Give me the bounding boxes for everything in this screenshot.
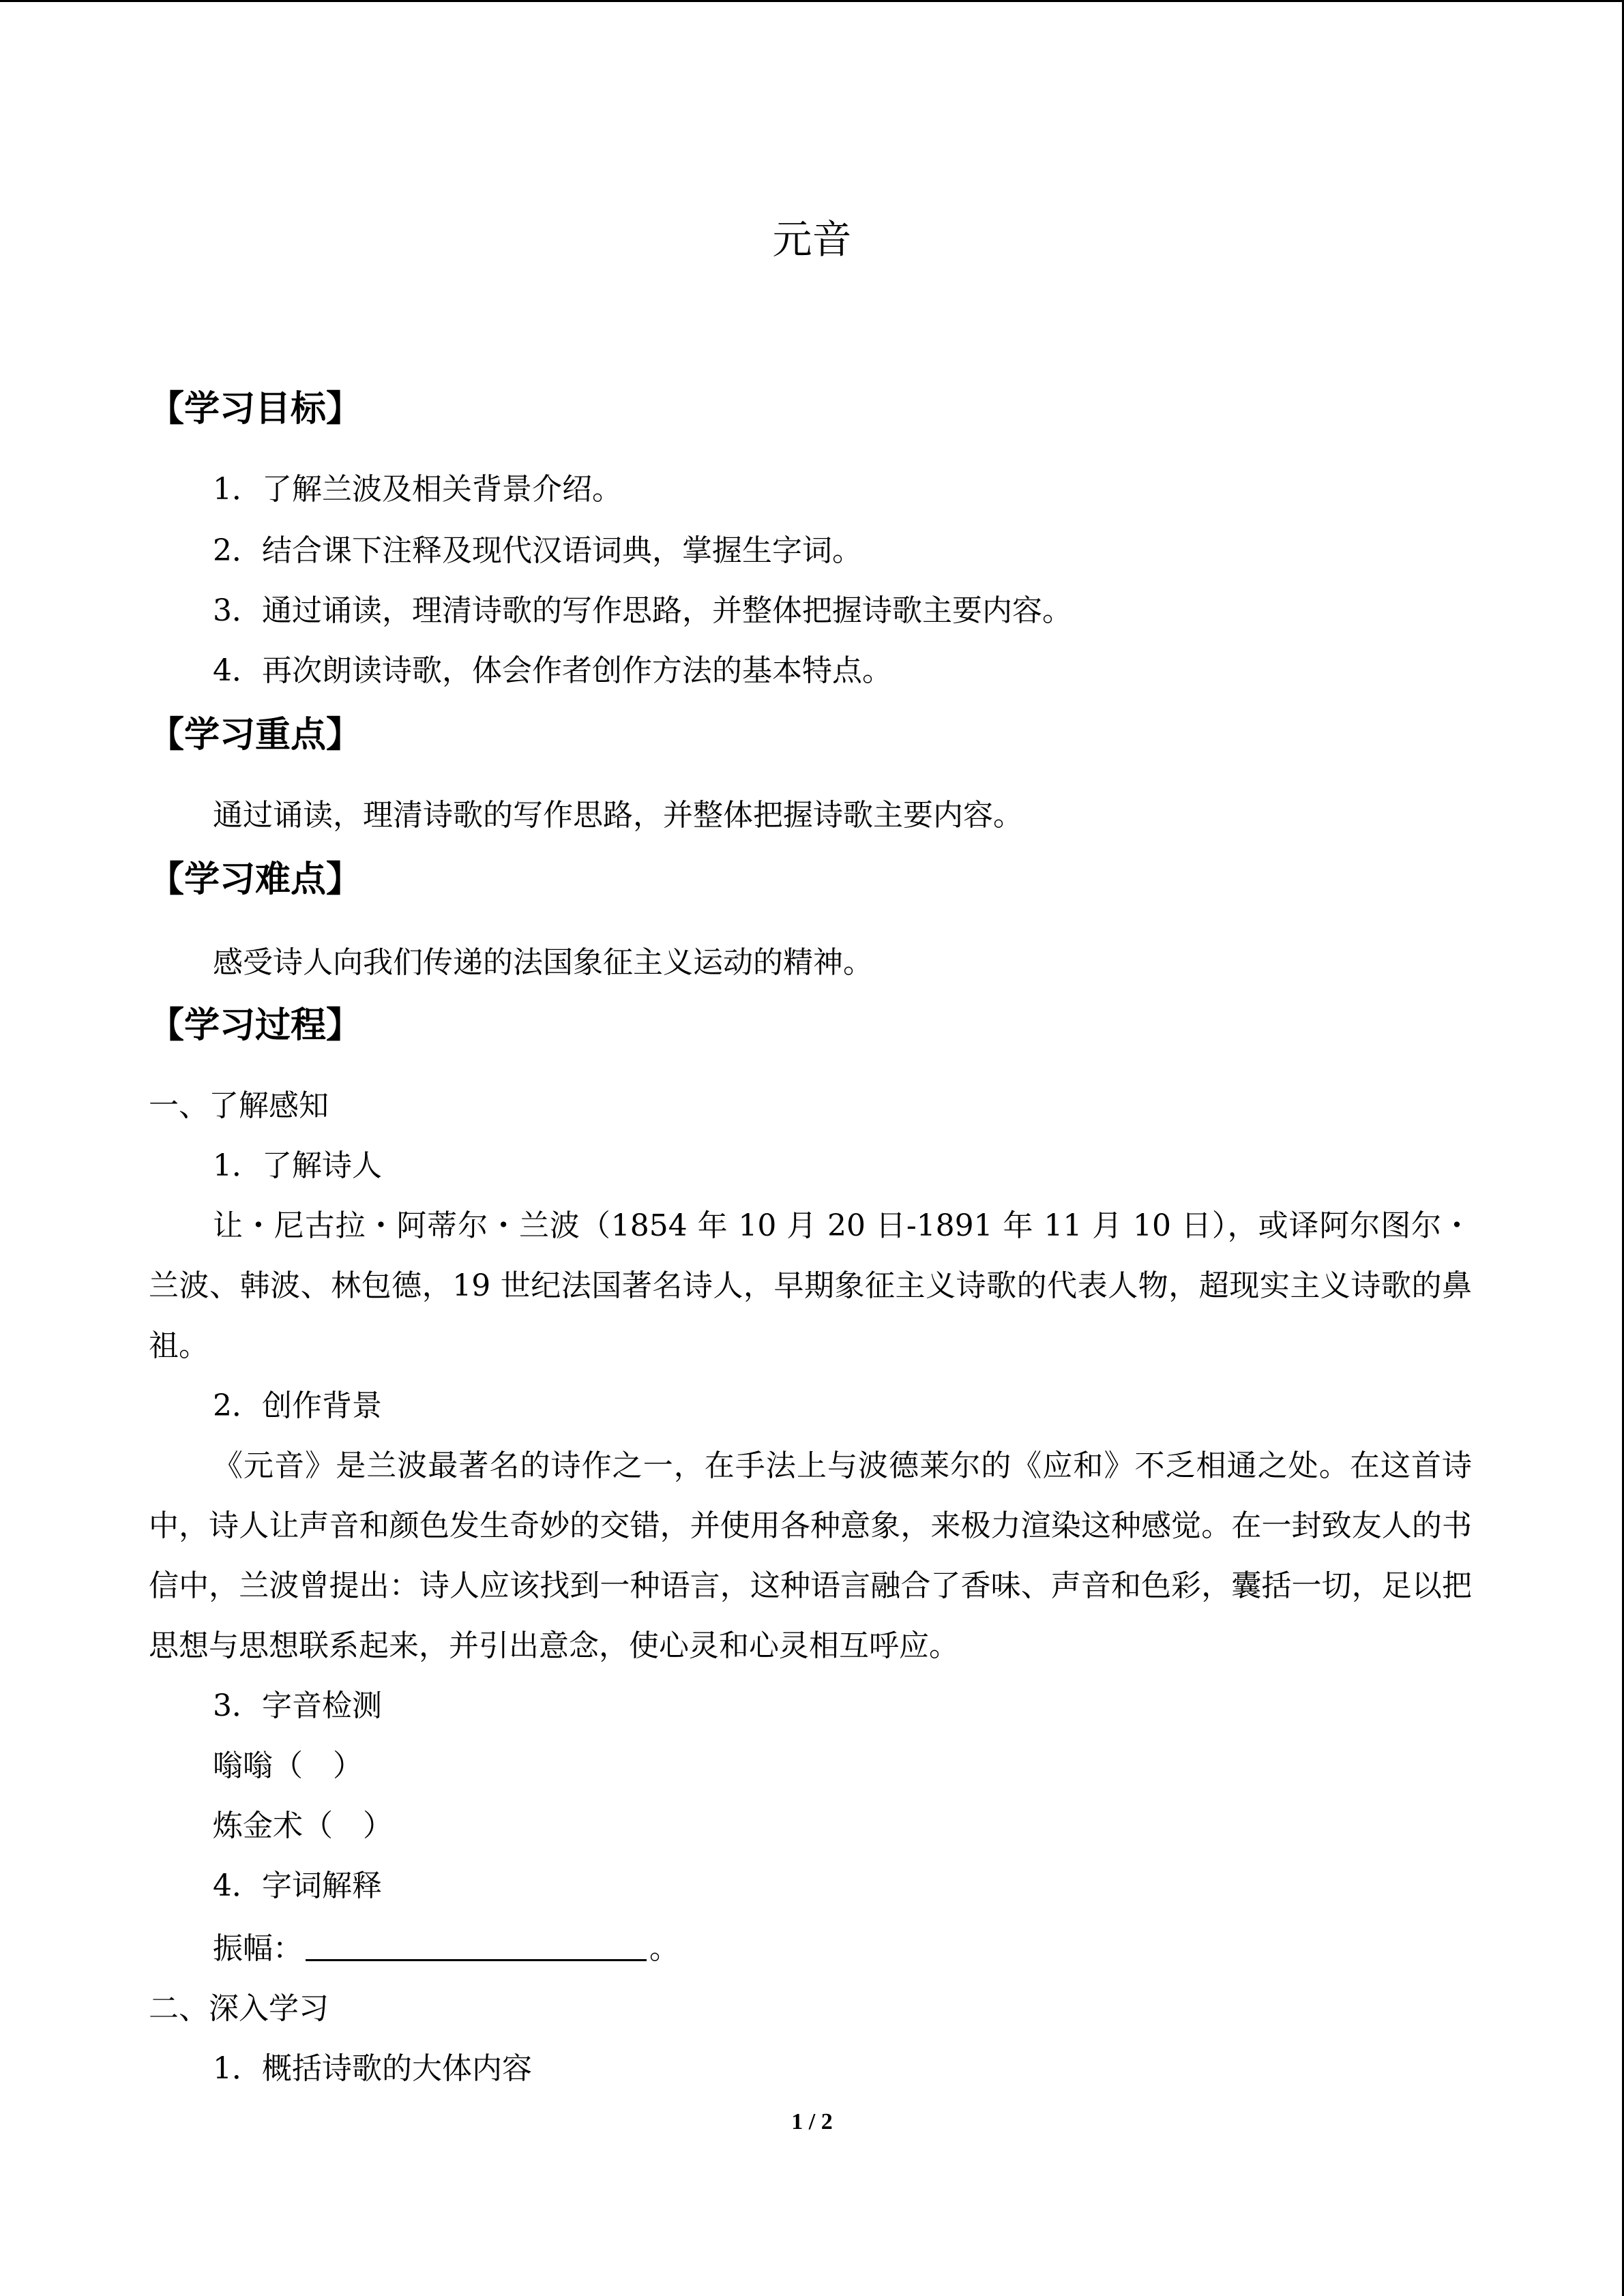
answer-blank[interactable] xyxy=(306,1932,647,1961)
objective-item: 3．通过诵读，理清诗歌的写作思路，并整体把握诗歌主要内容。 xyxy=(213,593,1072,628)
term-definition-line xyxy=(213,1930,679,1968)
summary-heading: 1．概括诗歌的大体内容 xyxy=(213,2051,532,2086)
poet-paragraph: 让・尼古拉・阿蒂尔・兰波（1854 年 10 月 20 日-1891 年 11 月 10 日），或译阿尔图尔・兰波、韩波、林包德，19 世纪法国著名诗人，早期象征主义诗歌的代表人物，超现实主义诗歌的鼻祖。 xyxy=(149,1208,1472,1363)
difficulties-heading: 【学习难点】 xyxy=(149,859,362,900)
term-label: 振幅： xyxy=(213,1931,303,1966)
explanation-heading: 4．字词解释 xyxy=(213,1868,382,1903)
objectives-heading: 【学习目标】 xyxy=(149,389,362,430)
objective-item: 2．结合课下注释及现代汉语词典，掌握生字词。 xyxy=(213,533,862,568)
background-heading: 2．创作背景 xyxy=(213,1388,382,1423)
objective-item: 4．再次朗读诗歌，体会作者创作方法的基本特点。 xyxy=(213,653,892,688)
part2-heading: 二、深入学习 xyxy=(149,1991,329,2026)
pronunciation-heading: 3．字音检测 xyxy=(213,1688,382,1723)
key-points-heading: 【学习重点】 xyxy=(149,715,362,756)
difficulties-text: 感受诗人向我们传递的法国象征主义运动的精神。 xyxy=(213,945,873,980)
pronunciation-word: 炼金术（ ） xyxy=(213,1808,393,1843)
part1-heading: 一、了解感知 xyxy=(149,1088,329,1123)
page-border-top xyxy=(0,0,1624,2)
process-heading: 【学习过程】 xyxy=(149,1005,362,1046)
term-end: 。 xyxy=(649,1931,679,1966)
page-title: 元音 xyxy=(772,216,852,263)
background-paragraph: 《元音》是兰波最著名的诗作之一，在手法上与波德莱尔的《应和》不乏相通之处。在这首诗中，诗人让声音和颜色发生奇妙的交错，并使用各种意象，来极力渲染这种感觉。在一封致友人的书信中，兰波曾提出：诗人应该找到一种语言，这种语言融合了香味、声音和色彩，囊括一切，足以把思想与思想联系起来，并引出意念，使心灵和心灵相互呼应。 xyxy=(149,1448,1472,1663)
poet-heading: 1．了解诗人 xyxy=(213,1148,382,1183)
pronunciation-word: 嗡嗡（ ） xyxy=(213,1748,363,1783)
key-points-text: 通过诵读，理清诗歌的写作思路，并整体把握诗歌主要内容。 xyxy=(213,798,1023,833)
page-number: 1 / 2 xyxy=(791,2109,833,2134)
objective-item: 1．了解兰波及相关背景介绍。 xyxy=(213,472,622,507)
